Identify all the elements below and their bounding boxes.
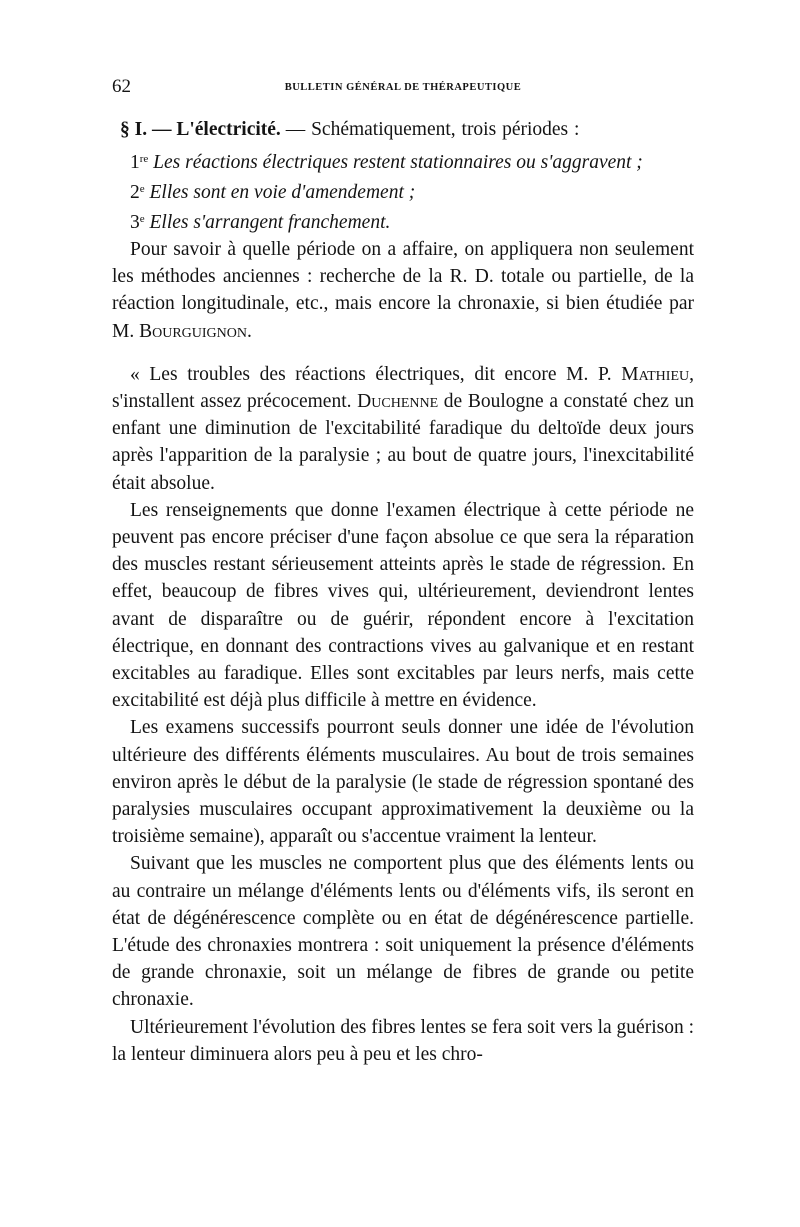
period-text: Les réactions électriques restent stationnaires ou s'aggravent ; — [153, 152, 643, 173]
paragraph-quotation: « Les troubles des réactions électriques, dit encore M. P. Mathieu, s'installent assez précocement. Duchenne de Boulogne a constaté chez un enfant une diminution de l'excitabilité faradique du deltoïde deux jours après l'apparition de la paralysie ; au bout de quatre jours, l'inexcitabilité était absolue. — [112, 363, 695, 494]
period-ordinal: 3e — [130, 212, 145, 233]
section-label: § I. — L'électricité. — [120, 119, 281, 140]
paragraph-successive-exams: Les examens successifs pourront seuls donner une idée de l'évolution ultérieure des différents éléments musculaires. Au bout de trois semaines environ après le début de la paralysie (le stade de régression spontané des paralysies musculaires occupant approximativement la deuxième ou la troisième semaine), apparaît ou s'accentue vraiment la lenteur. — [112, 717, 694, 848]
paragraph-evolution: Ultérieurement l'évolution des fibres lentes se fera soit vers la guérison : la lenteur diminuera alors peu à peu et les chro- — [112, 1016, 694, 1065]
period-ordinal: 2e — [130, 182, 145, 203]
page-number: 62 — [112, 76, 131, 97]
running-head — [112, 72, 694, 102]
period-ordinal: 1re — [130, 152, 149, 173]
author-name: Bourguignon — [139, 320, 247, 342]
period-list — [112, 146, 694, 236]
paragraph-degeneration: Suivant que les muscles ne comportent plus que des éléments lents ou au contraire un mélange d'éléments lents ou d'éléments vifs, ils seront en état de dégénérescence complète ou en état de dégénérescence partielle. L'étude des chronaxies montrera : soit uniquement la présence d'éléments de grande chronaxie, soit un mélange de fibres de grande ou petite chronaxie. — [112, 853, 694, 1011]
period-item-2 — [112, 176, 694, 206]
paragraph-examination: Les renseignements que donne l'examen électrique à cette période ne peuvent pas encore préciser d'une façon absolue ce que sera la réparation des muscles restant sérieusement atteints après le stade de régression. En effet, beaucoup de fibres vives qui, ultérieurement, deviendront lentes avant de disparaître ou de guérir, répondent encore à l'excitation électrique, en donnant des contractions vives au galvanique et en restant excitables au faradique. Elles sont excitables par leurs nerfs, mais cette excitabilité est déjà plus difficile à mettre en évidence. — [112, 499, 694, 712]
period-item-1 — [112, 146, 694, 176]
author-name: Mathieu — [621, 363, 690, 385]
period-text: Elles sont en voie d'amendement ; — [149, 182, 416, 203]
period-item-3 — [112, 206, 694, 236]
section-heading — [112, 115, 694, 144]
paragraph-methods: Pour savoir à quelle période on a affaire, on appliquera non seulement les méthodes anciennes : recherche de la R. D. totale ou partielle, de la réaction longitudinale, etc., mais encore la chronaxie, si bien étudiée par M. Bourguignon. — [112, 239, 694, 342]
journal-title: BULLETIN GÉNÉRAL DE THÉRAPEUTIQUE — [284, 82, 522, 93]
author-name: Duchenne — [357, 391, 439, 413]
document-page — [112, 72, 694, 1068]
period-text: Elles s'arrangent franchement. — [149, 212, 391, 233]
section-summary: — Schématiquement, trois périodes : — [285, 119, 580, 140]
